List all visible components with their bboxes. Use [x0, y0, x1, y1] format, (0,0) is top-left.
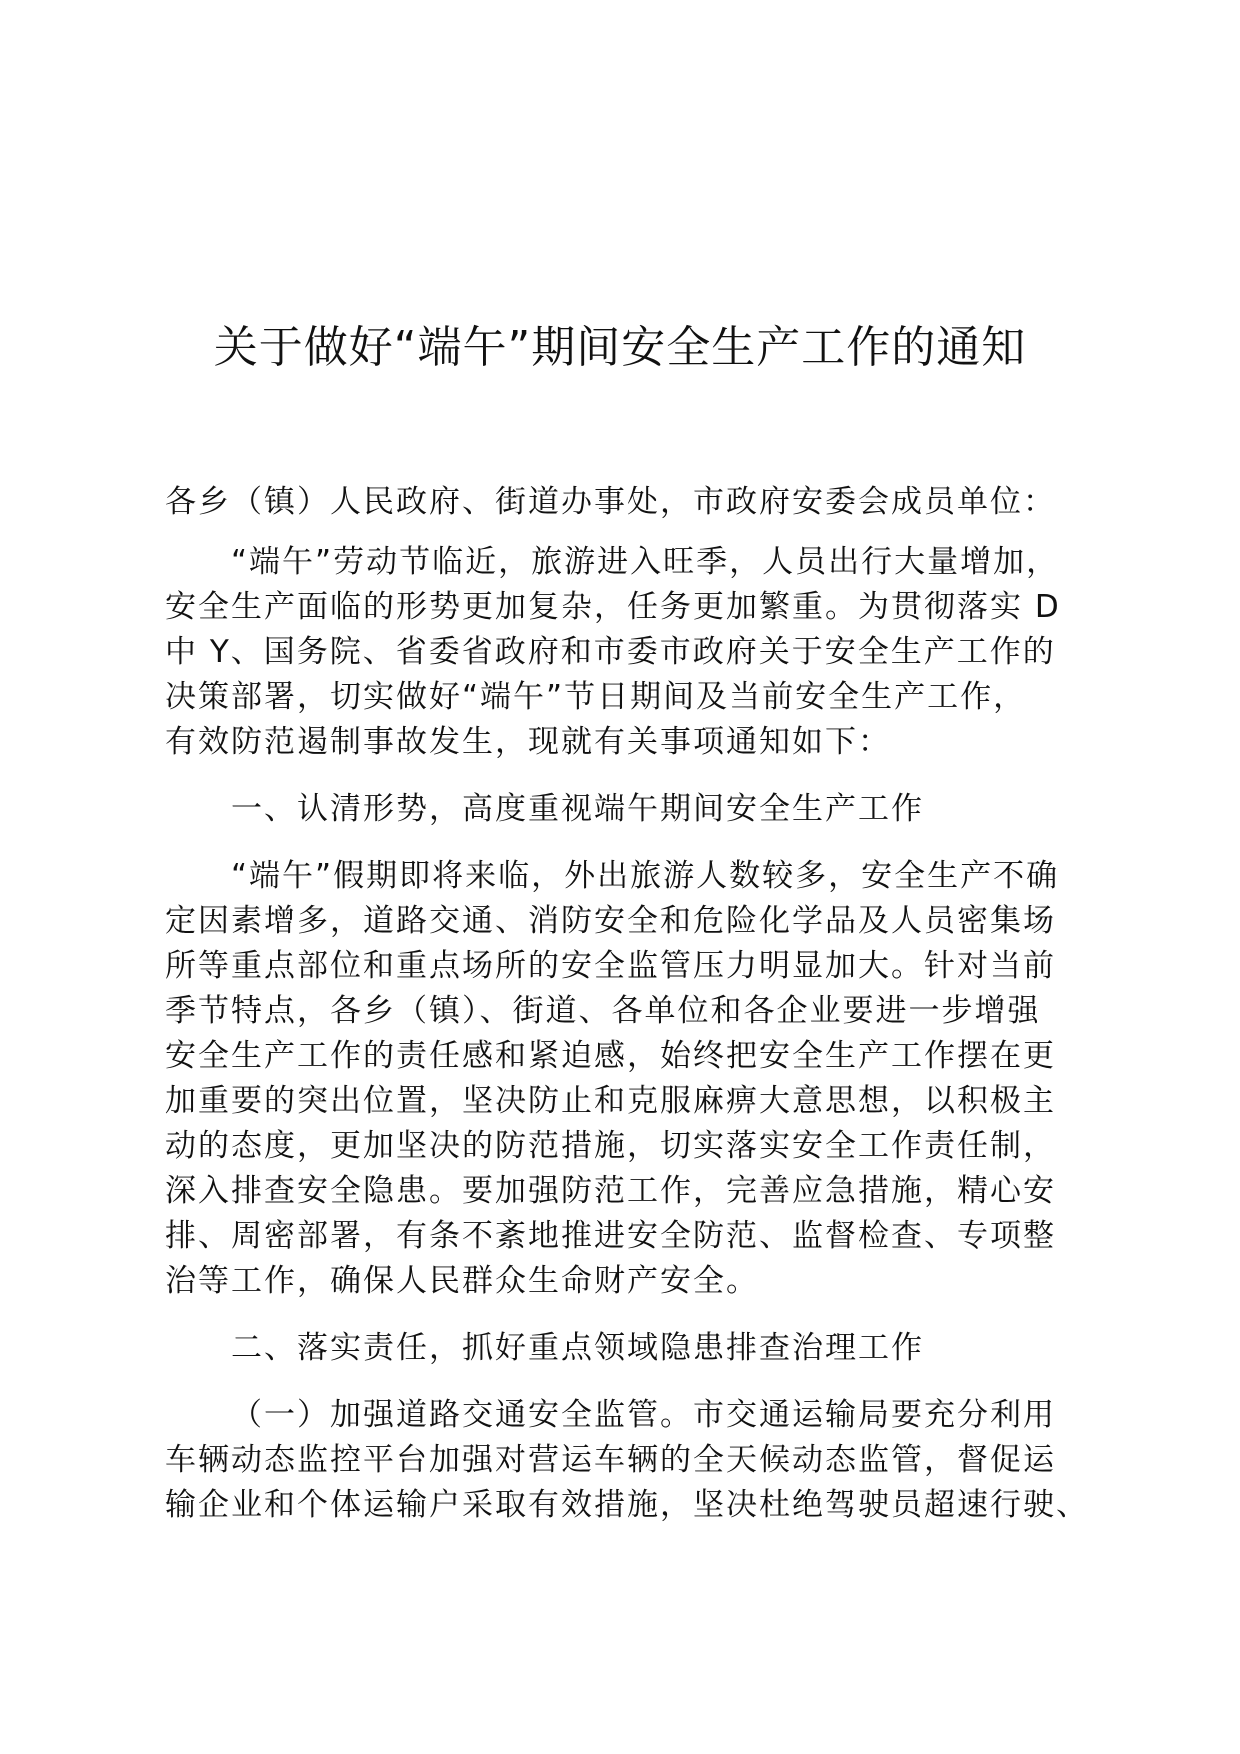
paragraph-intro: [165, 540, 1095, 765]
paragraph-section-1: [165, 854, 1095, 1304]
paragraph-line: 车辆动态监控平台加强对营运车辆的全天候动态监管，督促运: [165, 1442, 1056, 1478]
document-title: 关于做好“端午”期间安全生产工作的通知: [213, 322, 1027, 373]
paragraph-section-2: [165, 1393, 1095, 1528]
paragraph-line: 决策部署，切实做好“端午”节日期间及当前安全生产工作，: [165, 679, 1027, 715]
paragraph-line: 治等工作，确保人民群众生命财产安全。: [165, 1263, 759, 1299]
salutation: 各乡（镇）人民政府、街道办事处，市政府安委会成员单位：: [165, 484, 1056, 520]
paragraph-line: 有效防范遏制事故发生，现就有关事项通知如下：: [165, 724, 891, 760]
paragraph-line: 排、周密部署，有条不紊地推进安全防范、监督检查、专项整: [165, 1218, 1056, 1254]
paragraph-line: （一）加强道路交通安全监管。市交通运输局要充分利用: [231, 1397, 1056, 1433]
paragraph-line: 深入排查安全隐患。要加强防范工作，完善应急措施，精心安: [165, 1173, 1056, 1209]
paragraph-line: 输企业和个体运输户采取有效措施，坚决杜绝驾驶员超速行驶、: [165, 1487, 1089, 1523]
paragraph-line: “端午”假期即将来临，外出旅游人数较多，安全生产不确: [231, 858, 1060, 894]
paragraph-line: “端午”劳动节临近，旅游进入旺季，人员出行大量增加，: [231, 544, 1060, 580]
paragraph-line: 所等重点部位和重点场所的安全监管压力明显加大。针对当前: [165, 948, 1056, 984]
paragraph-line: 加重要的突出位置，坚决防止和克服麻痹大意思想，以积极主: [165, 1083, 1056, 1119]
paragraph-line: 定因素增多，道路交通、消防安全和危险化学品及人员密集场: [165, 903, 1056, 939]
paragraph-line: 中 Y、国务院、省委省政府和市委市政府关于安全生产工作的: [165, 634, 1056, 670]
paragraph-line: 季节特点，各乡（镇）、街道、各单位和各企业要进一步增强: [165, 993, 1041, 1029]
document-body: [165, 480, 1095, 1550]
section-heading-2: 二、落实责任，抓好重点领域隐患排查治理工作: [231, 1330, 924, 1366]
paragraph-line: 安全生产面临的形势更加复杂，任务更加繁重。为贯彻落实 D: [165, 589, 1061, 625]
paragraph-line: 安全生产工作的责任感和紧迫感，始终把安全生产工作摆在更: [165, 1038, 1056, 1074]
section-heading-1: 一、认清形势，高度重视端午期间安全生产工作: [231, 791, 924, 827]
paragraph-line: 动的态度，更加坚决的防范措施，切实落实安全工作责任制，: [165, 1128, 1056, 1164]
